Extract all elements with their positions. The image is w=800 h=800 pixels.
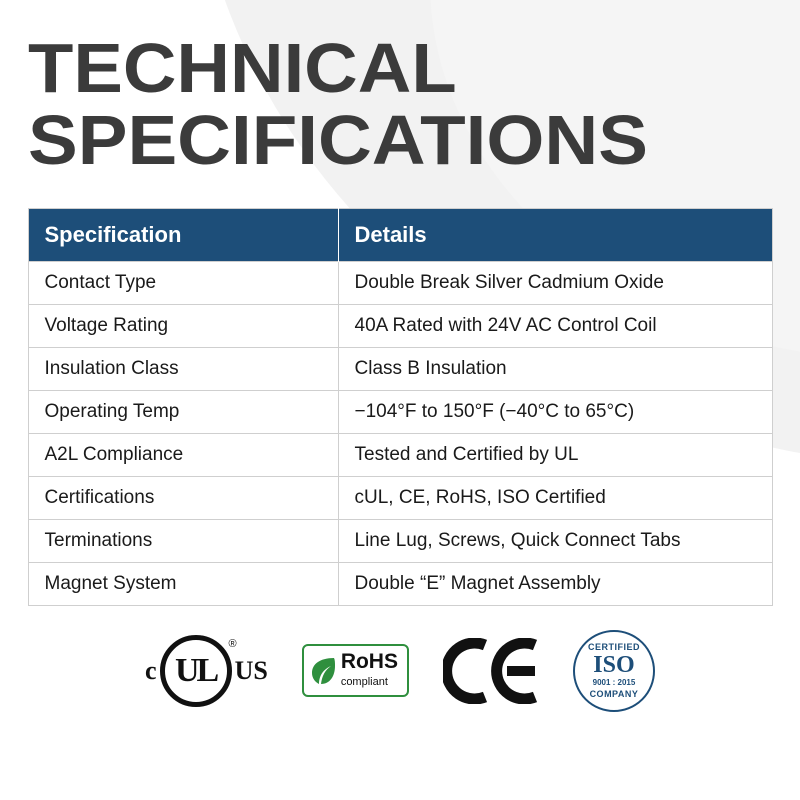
table-row — [28, 304, 772, 347]
page-title-line-1: TECHNICAL — [28, 29, 457, 107]
cell-details: Line Lug, Screws, Quick Connect Tabs — [338, 519, 772, 562]
cell-details: Double “E” Magnet Assembly — [338, 562, 772, 605]
cell-specification: Magnet System — [28, 562, 338, 605]
table-header-row — [28, 208, 772, 261]
ul-mark-label: UL — [174, 651, 217, 689]
cell-specification: Operating Temp — [28, 390, 338, 433]
cell-specification: Certifications — [28, 476, 338, 519]
cell-details: Double Break Silver Cadmium Oxide — [338, 261, 772, 304]
table-row — [28, 261, 772, 304]
ce-glyph — [443, 638, 539, 704]
table-row — [28, 519, 772, 562]
page-title — [0, 0, 800, 179]
cell-details: 40A Rated with 24V AC Control Coil — [338, 304, 772, 347]
ul-circle-icon — [160, 635, 237, 707]
cell-specification: A2L Compliance — [28, 433, 338, 476]
culus-prefix-label: c — [145, 655, 157, 685]
iso-label: ISO — [593, 652, 635, 679]
cell-specification: Terminations — [28, 519, 338, 562]
rohs-text-block — [341, 651, 398, 690]
cell-specification: Insulation Class — [28, 347, 338, 390]
certification-logos — [0, 628, 800, 714]
table-row — [28, 433, 772, 476]
cell-specification: Voltage Rating — [28, 304, 338, 347]
culus-certification-icon — [145, 635, 268, 707]
cell-specification: Contact Type — [28, 261, 338, 304]
leaf-icon — [310, 656, 336, 686]
column-header-specification: Specification — [28, 208, 338, 261]
specifications-table — [28, 208, 773, 606]
rohs-label: RoHS — [340, 650, 398, 674]
registered-trademark-icon: ® — [228, 637, 237, 650]
iso-bottom-label: COMPANY — [589, 689, 639, 700]
cell-details: Tested and Certified by UL — [338, 433, 772, 476]
iso-top-label: CERTIFIED — [587, 642, 640, 653]
table-row — [28, 476, 772, 519]
cell-details: cUL, CE, RoHS, ISO Certified — [338, 476, 772, 519]
iso-certified-icon — [573, 630, 655, 712]
iso-standard-label: 9001 : 2015 — [592, 678, 636, 688]
cell-details: −104°F to 150°F (−40°C to 65°C) — [338, 390, 772, 433]
column-header-details: Details — [338, 208, 772, 261]
ce-mark-icon — [443, 638, 539, 704]
table-row — [28, 562, 772, 605]
table-row — [28, 347, 772, 390]
cell-details: Class B Insulation — [338, 347, 772, 390]
page-title-line-2: SPECIFICATIONS — [28, 100, 648, 179]
rohs-compliant-icon — [302, 644, 409, 697]
table-row — [28, 390, 772, 433]
culus-suffix-label: US — [234, 655, 268, 685]
rohs-sublabel: compliant — [340, 676, 388, 689]
